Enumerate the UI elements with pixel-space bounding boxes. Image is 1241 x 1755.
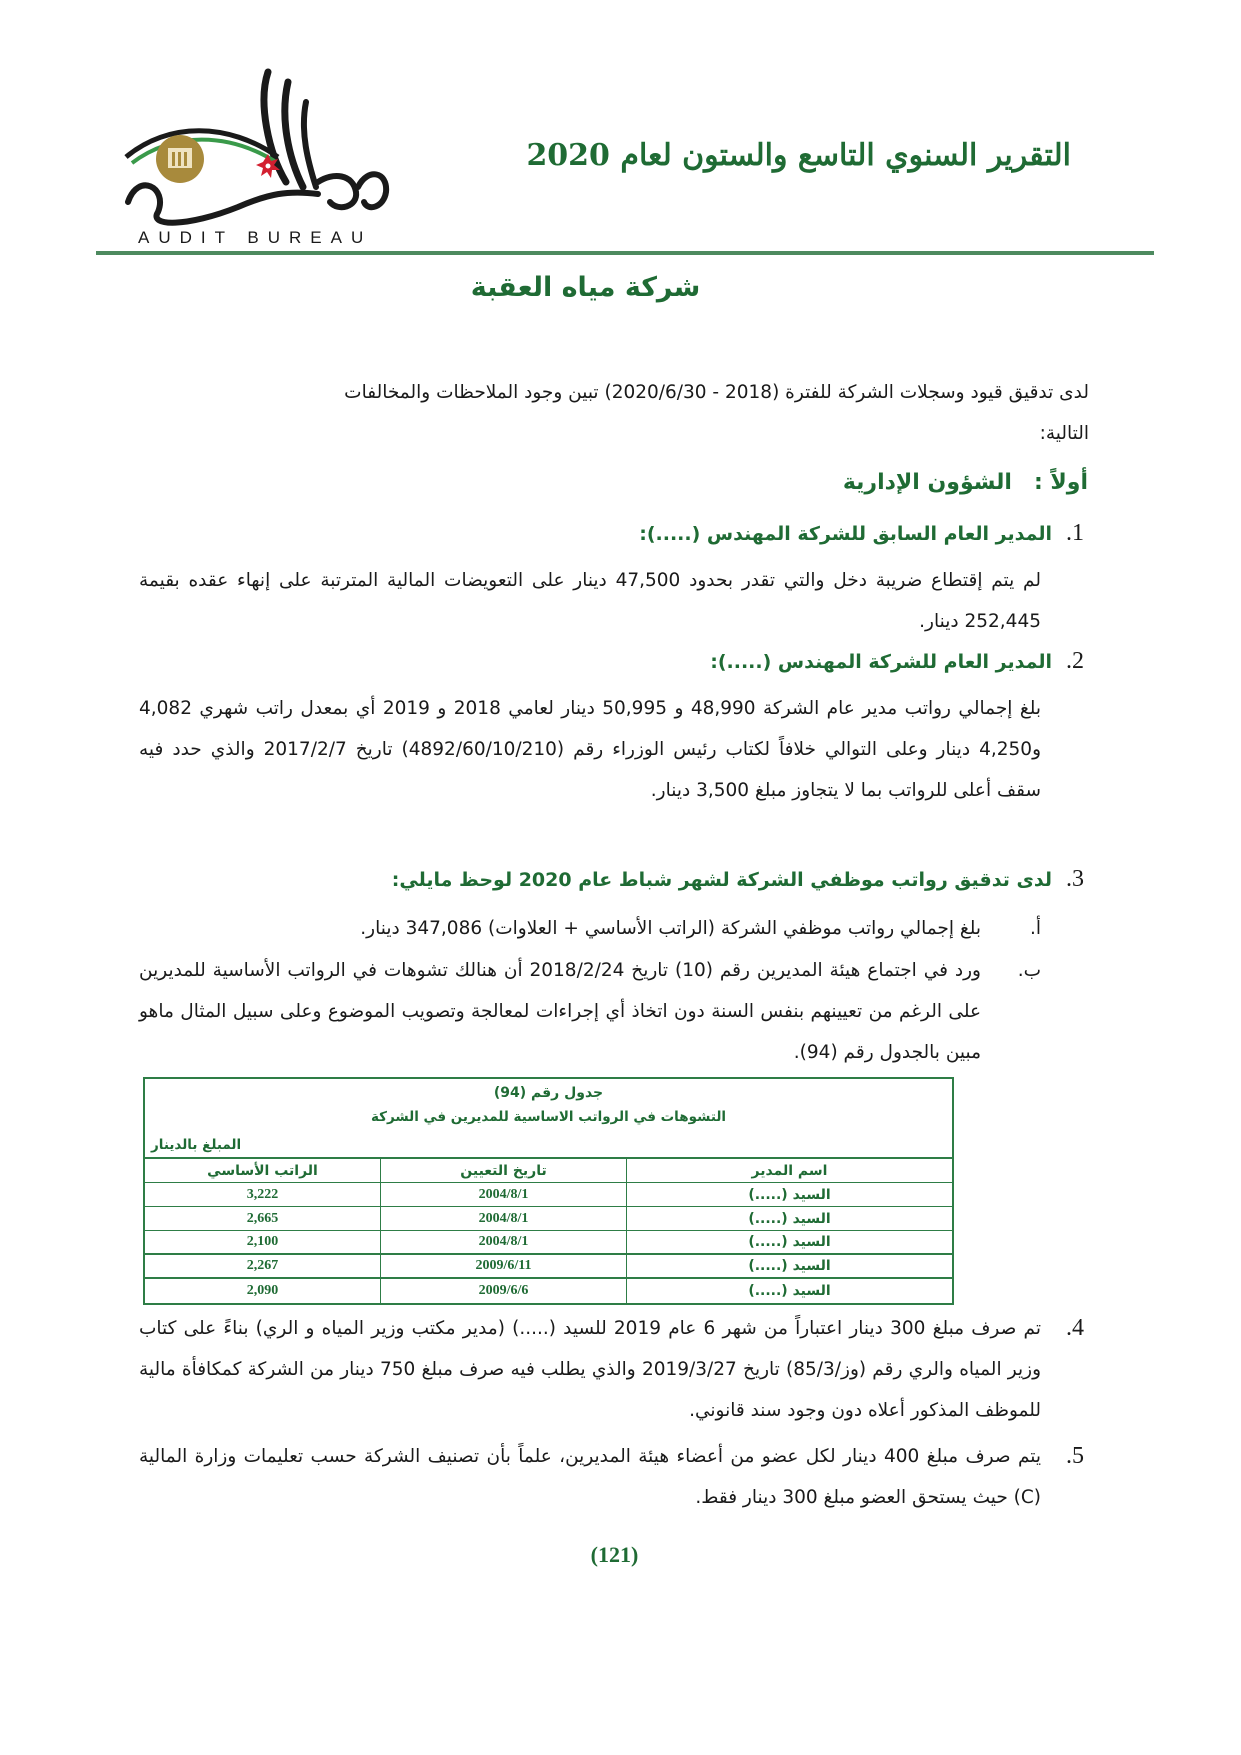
- item-2-heading: [710, 648, 1084, 675]
- item-3-heading-text: لدى تدقيق رواتب موظفي الشركة لشهر شباط عام 2020 لوحظ مايلي:: [391, 869, 1052, 891]
- table-row: [145, 1231, 952, 1255]
- cell-date: 2009/6/11: [380, 1255, 626, 1277]
- cell-date: 2004/8/1: [380, 1231, 626, 1253]
- item-1-heading: [639, 520, 1084, 547]
- intro-paragraph: [139, 372, 1089, 454]
- section-label: أولاً :: [1033, 470, 1088, 495]
- item-2-heading-text: المدير العام للشركة المهندس (.....):: [710, 651, 1052, 673]
- cell-date: 2004/8/1: [380, 1183, 626, 1206]
- item-1-number: 1.: [1066, 520, 1084, 546]
- table-unit: المبلغ بالدينار: [151, 1137, 242, 1153]
- item-3a-text: بلغ إجمالي رواتب موظفي الشركة (الراتب الأساسي + العلاوات) 347,086 دينار.: [360, 918, 981, 939]
- item-5-text: يتم صرف مبلغ 400 دينار لكل عضو من أعضاء هيئة المديرين، علماً بأن تصنيف الشركة حسب تعليمات وزارة المالية (C) حيث يستحق العضو مبلغ 300 دينار فقط.: [139, 1446, 1041, 1508]
- col-header-date: تاريخ التعيين: [380, 1159, 626, 1182]
- audit-bureau-logo: [118, 62, 418, 252]
- col-header-salary: الراتب الأساسي: [207, 1162, 318, 1179]
- cell-salary: 2,665: [246, 1210, 279, 1226]
- table-header-row: [145, 1159, 952, 1183]
- cell-date: 2009/6/6: [380, 1279, 626, 1303]
- cell-salary: 2,100: [246, 1234, 279, 1249]
- salary-distortions-table: [143, 1077, 954, 1305]
- item-4: [139, 1308, 1084, 1431]
- cell-date: 2004/8/1: [380, 1207, 626, 1230]
- table-number: جدول رقم (94): [493, 1085, 604, 1101]
- item-1-text: لم يتم إقتطاع ضريبة دخل والتي تقدر بحدود 47,500 دينار على التعويضات المالية المترتبة على إنهاء عقده بقيمة 252,445 دينار.: [139, 570, 1042, 632]
- item-3b-text: ورد في اجتماع هيئة المديرين رقم (10) تاريخ 2018/2/24 أن هنالك تشوهات في الرواتب الأساسية للمديرين على الرغم من تعيينهم بنفس السنة دون اتخاذ أي إجراءات لمعالجة وتصويب الموضوع وعلى سبيل المثال ماهو مبين بالجدول رقم (94).: [139, 960, 981, 1063]
- cell-name: السيد (.....): [626, 1255, 952, 1277]
- item-2-text: بلغ إجمالي رواتب مدير عام الشركة 48,990 و 50,995 دينار لعامي 2018 و 2019 أي بمعدل راتب شهري 4,082 و4,250 دينار وعلى التوالي خلافاً لكتاب رئيس الوزراء رقم (4892/60/10/210) تاريخ 2017/2/7 والذي حدد فيه سقف أعلى للرواتب بما لا يتجاوز مبلغ 3,500 دينار.: [139, 698, 1041, 801]
- table-caption: [145, 1079, 952, 1159]
- item-3-number: 3.: [1066, 866, 1084, 892]
- item-5: [139, 1436, 1084, 1518]
- item-3b: [139, 950, 1041, 1073]
- company-title: شركة مياه العقبة: [470, 272, 701, 303]
- item-3a: [139, 908, 1041, 949]
- section-title: الشؤون الإدارية: [842, 470, 1012, 495]
- cell-salary: 2,090: [246, 1283, 279, 1298]
- item-1-heading-text: المدير العام السابق للشركة المهندس (.....):: [639, 523, 1052, 545]
- header-divider: [96, 251, 1154, 255]
- cell-salary: 3,222: [246, 1186, 279, 1202]
- item-5-number: 5.: [1066, 1443, 1084, 1469]
- item-4-number: 4.: [1066, 1315, 1084, 1341]
- item-3b-marker: ب.: [1017, 960, 1041, 981]
- item-2-number: 2.: [1066, 648, 1084, 674]
- audit-bureau-emblem-icon: [118, 62, 418, 232]
- intro-line-2: التالية:: [1039, 423, 1089, 444]
- col-header-name: اسم المدير: [626, 1159, 952, 1182]
- cell-name: السيد (.....): [626, 1279, 952, 1303]
- cell-name: السيد (.....): [626, 1231, 952, 1253]
- table-row: [145, 1279, 952, 1303]
- section-heading: [843, 470, 1088, 495]
- cell-name: السيد (.....): [626, 1183, 952, 1206]
- table-row: [145, 1207, 952, 1231]
- cell-salary: 2,267: [246, 1258, 279, 1273]
- item-3-heading: [392, 866, 1084, 893]
- item-3a-marker: أ.: [1029, 918, 1041, 939]
- intro-line-1: لدى تدقيق قيود وسجلات الشركة للفترة (2018 - 2020/6/30) تبين وجود الملاحظات والمخالفات: [344, 382, 1089, 403]
- table-row: [145, 1255, 952, 1279]
- item-4-text: تم صرف مبلغ 300 دينار اعتباراً من شهر 6 عام 2019 للسيد (.....) (مدير مكتب وزير المياه و الري) بناءً على كتاب وزير المياه والري رقم (وز/85/3) تاريخ 2019/3/27 والذي يطلب فيه صرف مبلغ 750 دينار من الشركة كمكافأة مالية للموظف المذكور أعلاه دون وجود سند قانوني.: [139, 1318, 1042, 1421]
- page-number: (121): [590, 1542, 639, 1567]
- cell-name: السيد (.....): [626, 1207, 952, 1230]
- table-row: [145, 1183, 952, 1207]
- logo-english-text: AUDIT BUREAU: [138, 228, 373, 247]
- table-title: التشوهات في الرواتب الاساسية للمديرين في الشركة: [370, 1109, 727, 1125]
- report-title: التقرير السنوي التاسع والستون لعام 2020: [526, 138, 1071, 173]
